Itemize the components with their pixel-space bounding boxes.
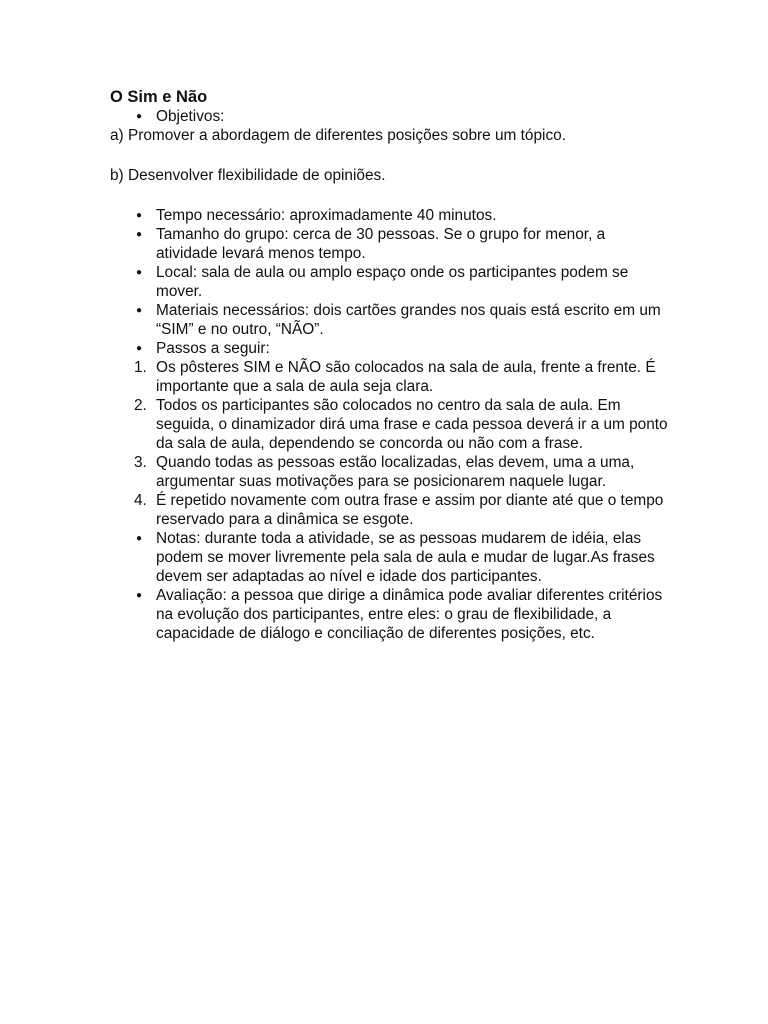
objective-b-marker: b) — [110, 167, 124, 184]
location-bullet-item — [110, 263, 670, 301]
bullet-marker: ● — [135, 305, 143, 316]
objective-a — [110, 126, 670, 145]
step-item — [110, 453, 670, 491]
document-title: O Sim e Não — [110, 88, 208, 106]
document-body — [110, 107, 670, 643]
objective-b — [110, 166, 670, 185]
bullet-marker: ● — [135, 533, 143, 544]
notes-bullet-item — [110, 529, 670, 586]
step-text: Todos os participantes são colocados no centro da sala de aula. Em seguida, o dinamizador dirá uma frase e cada pessoa deverá ir a um ponto da sala de aula, dependendo se concorda ou não com a frase. — [156, 397, 668, 452]
objective-a-text: Promover a abordagem de diferentes posições sobre um tópico. — [127, 127, 566, 144]
evaluation-bullet-item — [110, 586, 670, 643]
step-number: 4. — [134, 492, 147, 509]
steps-intro-text: Passos a seguir: — [156, 340, 270, 357]
group-size-text: Tamanho do grupo: cerca de 30 pessoas. Se o grupo for menor, a atividade levará menos tempo. — [156, 226, 606, 262]
group-size-bullet-item — [110, 225, 670, 263]
steps-intro-bullet-item — [110, 339, 670, 358]
step-item — [110, 358, 670, 396]
time-text: Tempo necessário: aproximadamente 40 minutos. — [156, 207, 497, 224]
step-text: Os pôsteres SIM e NÃO são colocados na sala de aula, frente a frente. É importante que a sala de aula seja clara. — [156, 359, 656, 395]
bullet-marker: ● — [135, 267, 143, 278]
notes-text: Notas: durante toda a atividade, se as pessoas mudarem de idéia, elas podem se mover livremente pela sala de aula e mudar de lugar.As frases devem ser adaptadas ao nível e idade dos participantes. — [156, 530, 655, 585]
objectives-bullet-item — [110, 107, 670, 126]
step-item — [110, 491, 670, 529]
location-text: Local: sala de aula ou amplo espaço onde os participantes podem se mover. — [156, 264, 629, 300]
bullet-marker: ● — [135, 590, 143, 601]
objective-b-text: Desenvolver flexibilidade de opiniões. — [127, 167, 386, 184]
step-text: Quando todas as pessoas estão localizadas, elas devem, uma a uma, argumentar suas motivações para se posicionarem naquele lugar. — [156, 454, 635, 490]
bullet-marker: ● — [135, 111, 143, 122]
time-bullet-item — [110, 206, 670, 225]
evaluation-text: Avaliação: a pessoa que dirige a dinâmica pode avaliar diferentes critérios na evolução dos participantes, entre eles: o grau de flexibilidade, a capacidade de diálogo e conciliação de diferentes posições, etc. — [156, 587, 663, 642]
step-text: É repetido novamente com outra frase e assim por diante até que o tempo reservado para a dinâmica se esgote. — [156, 492, 664, 528]
step-number: 3. — [134, 454, 147, 471]
bullet-marker: ● — [135, 343, 143, 354]
materials-text: Materiais necessários: dois cartões grandes nos quais está escrito em um “SIM” e no outro, “NÃO”. — [156, 302, 661, 338]
materials-bullet-item — [110, 301, 670, 339]
objectives-label: Objetivos: — [156, 108, 225, 125]
objective-a-marker: a) — [110, 127, 124, 144]
bullet-marker: ● — [135, 210, 143, 221]
step-number: 1. — [134, 359, 147, 376]
bullet-marker: ● — [135, 229, 143, 240]
step-item — [110, 396, 670, 453]
step-number: 2. — [134, 397, 147, 414]
